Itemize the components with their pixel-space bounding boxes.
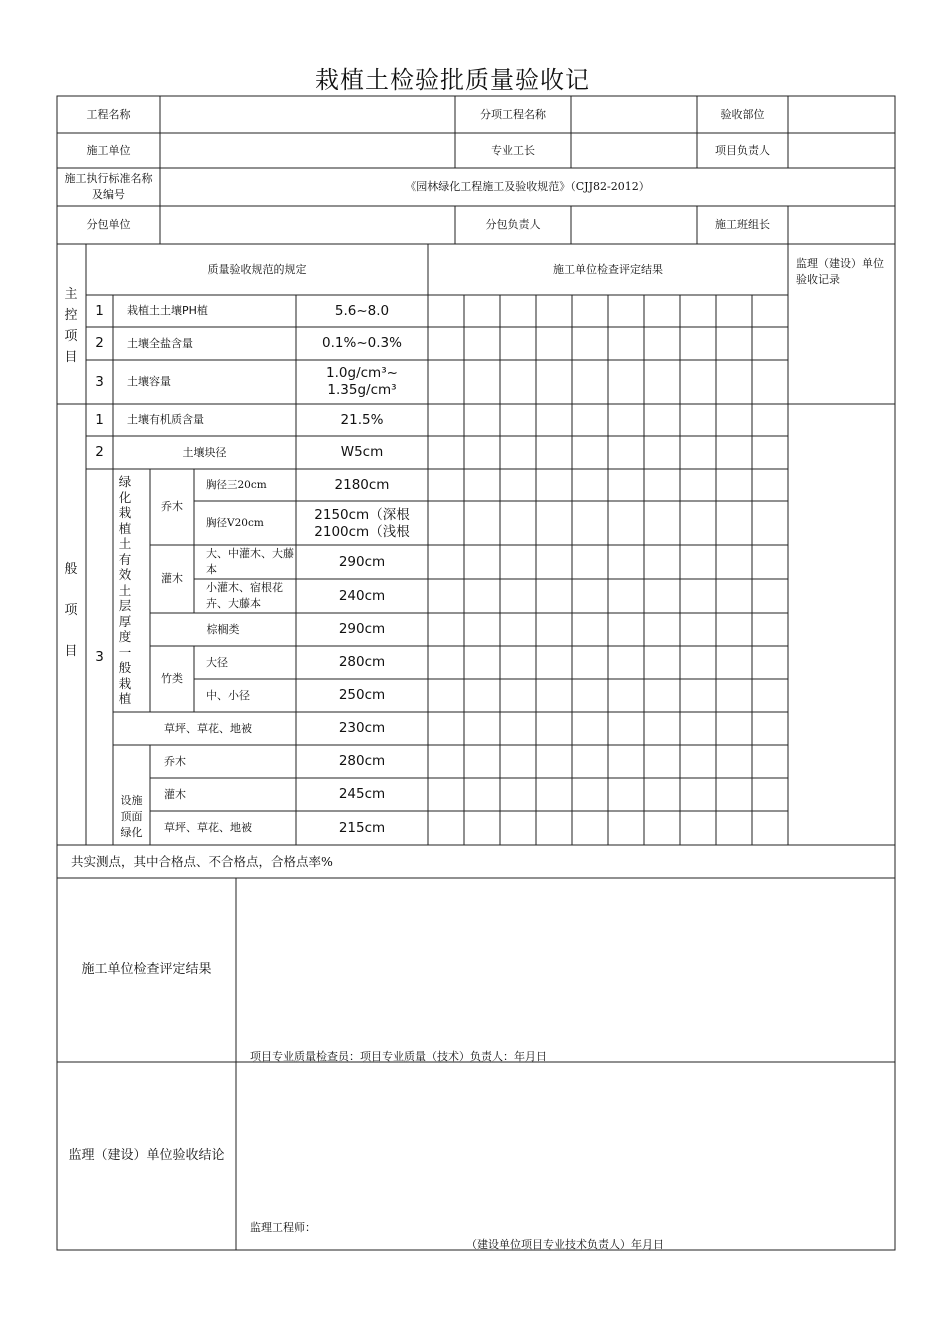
general-row-1-item: 土壤有机质含量 <box>127 413 204 426</box>
main-row-1-item: 栽植土土壤PH植 <box>127 304 208 317</box>
arbor-b-value-line1: 2150cm（深根 <box>314 507 410 523</box>
main-control-label: 主控项目 <box>64 287 78 365</box>
team-leader-field[interactable] <box>788 206 895 244</box>
general-row-1-no: 1 <box>95 411 104 428</box>
main-row-3-no: 3 <box>95 373 104 390</box>
palm-value: 290cm <box>338 621 386 637</box>
facility-row-1-item: 乔木 <box>164 754 186 768</box>
main-row-3-value <box>296 362 428 402</box>
supervision-result-field[interactable] <box>236 1062 895 1250</box>
sub-project-field[interactable] <box>571 96 697 133</box>
bamboo-b-value: 250cm <box>338 687 386 703</box>
spec-header: 质量验收规范的规定 <box>207 262 307 276</box>
project-manager-field[interactable] <box>788 133 895 168</box>
acceptance-part-field[interactable] <box>788 96 895 133</box>
main-row-3-value-line2: 1.35g/cm³ <box>327 382 397 398</box>
shrub-label: 灌木 <box>161 572 183 585</box>
shrub-a-item: 大、中灌木、大藤本 <box>206 547 294 576</box>
page-title: 栽植土检验批质量验收记 <box>315 66 590 94</box>
subcontract-manager-field[interactable] <box>571 206 697 244</box>
sub-project-label: 分项工程名称 <box>480 107 546 121</box>
main-row-3-item: 土壤容量 <box>127 375 171 388</box>
arbor-b-item: 胸径V20cm <box>206 517 264 529</box>
layer-thickness-label: 绿化栽植土有效土层厚度一般栽植 <box>118 474 132 706</box>
bamboo-a-item: 大径 <box>206 655 228 669</box>
main-row-2-no: 2 <box>95 335 104 351</box>
facility-row-1-value: 280cm <box>338 753 386 769</box>
arbor-b-value <box>296 503 428 545</box>
main-row-1-value: 5.6~8.0 <box>334 302 390 319</box>
arbor-b-value-line2: 2100cm（浅根 <box>314 524 410 540</box>
bamboo-b-item: 中、小径 <box>206 688 250 702</box>
supervision-header: 监理（建设）单位验收记录 <box>796 257 884 286</box>
bamboo-a-value: 280cm <box>338 654 386 670</box>
shrub-b-item: 小灌木、宿根花卉、大藤本 <box>206 581 283 610</box>
main-row-3-value-line1: 1.0g/cm³~ <box>326 365 398 381</box>
subcontract-manager-label: 分包负责人 <box>485 218 541 231</box>
general-label: 般项目 <box>64 561 78 659</box>
arbor-a-item: 胸径三20cm <box>206 479 267 491</box>
general-row-2-item: 土壤块径 <box>182 445 227 459</box>
foreman-field[interactable] <box>571 133 697 168</box>
project-manager-label: 项目负责人 <box>715 143 770 157</box>
facility-row-2-item: 灌木 <box>164 787 186 801</box>
project-name-field[interactable] <box>160 96 455 133</box>
standard-value: 《园林绿化工程施工及验收规范》（CJJ82-2012） <box>405 180 650 193</box>
palm-label: 棕榈类 <box>206 622 240 636</box>
facility-row-3-value: 215cm <box>338 819 386 836</box>
main-row-1-no: 1 <box>95 302 104 319</box>
construction-result-field[interactable] <box>236 878 895 1062</box>
subcontract-unit-field[interactable] <box>160 206 455 244</box>
main-row-2-value: 0.1%~0.3% <box>322 335 402 351</box>
facility-row-2-value: 245cm <box>338 786 386 802</box>
supervision-result-label: 监理（建设）单位验收结论 <box>68 1148 225 1163</box>
summary-row: 共实测点，其中合格点、不合格点，合格点率% <box>71 853 333 869</box>
construction-unit-field[interactable] <box>160 133 455 168</box>
check-header: 施工单位检查评定结果 <box>553 262 663 276</box>
acceptance-part-label: 验收部位 <box>720 107 765 121</box>
shrub-a-value: 290cm <box>338 553 386 570</box>
arbor-label: 乔木 <box>161 500 183 513</box>
construction-signature-line: 项目专业质量检查员：项目专业质量（技术）负责人：年月日 <box>250 1050 547 1063</box>
lawn-value: 230cm <box>338 720 386 736</box>
foreman-label: 专业工长 <box>491 143 535 157</box>
general-row-3-no: 3 <box>95 648 104 665</box>
arbor-a-value: 2180cm <box>334 476 390 493</box>
construction-result-label: 施工单位检查评定结果 <box>81 962 212 977</box>
subcontract-unit-label: 分包单位 <box>86 218 131 231</box>
shrub-b-value: 240cm <box>338 587 386 604</box>
general-row-2-no: 2 <box>95 444 104 460</box>
facility-label: 设施顶面绿化 <box>120 794 143 839</box>
facility-row-3-item: 草坪、草花、地被 <box>164 821 252 834</box>
general-row-2-value: W5cm <box>340 444 384 460</box>
general-row-1-value: 21.5% <box>340 411 384 428</box>
lawn-label: 草坪、草花、地被 <box>164 721 252 735</box>
project-name-label: 工程名称 <box>86 107 131 121</box>
standard-label: 施工执行标准名称及编号 <box>64 172 153 201</box>
bamboo-label: 竹类 <box>161 672 183 685</box>
construction-unit-label: 施工单位 <box>86 143 131 157</box>
supervision-engineer-line: 监理工程师： <box>250 1221 316 1234</box>
team-leader-label: 施工班组长 <box>715 218 770 231</box>
supervision-sign-line: （建设单位项目专业技术负责人）年月日 <box>466 1238 664 1251</box>
main-row-2-item: 土壤全盐含量 <box>127 336 193 350</box>
